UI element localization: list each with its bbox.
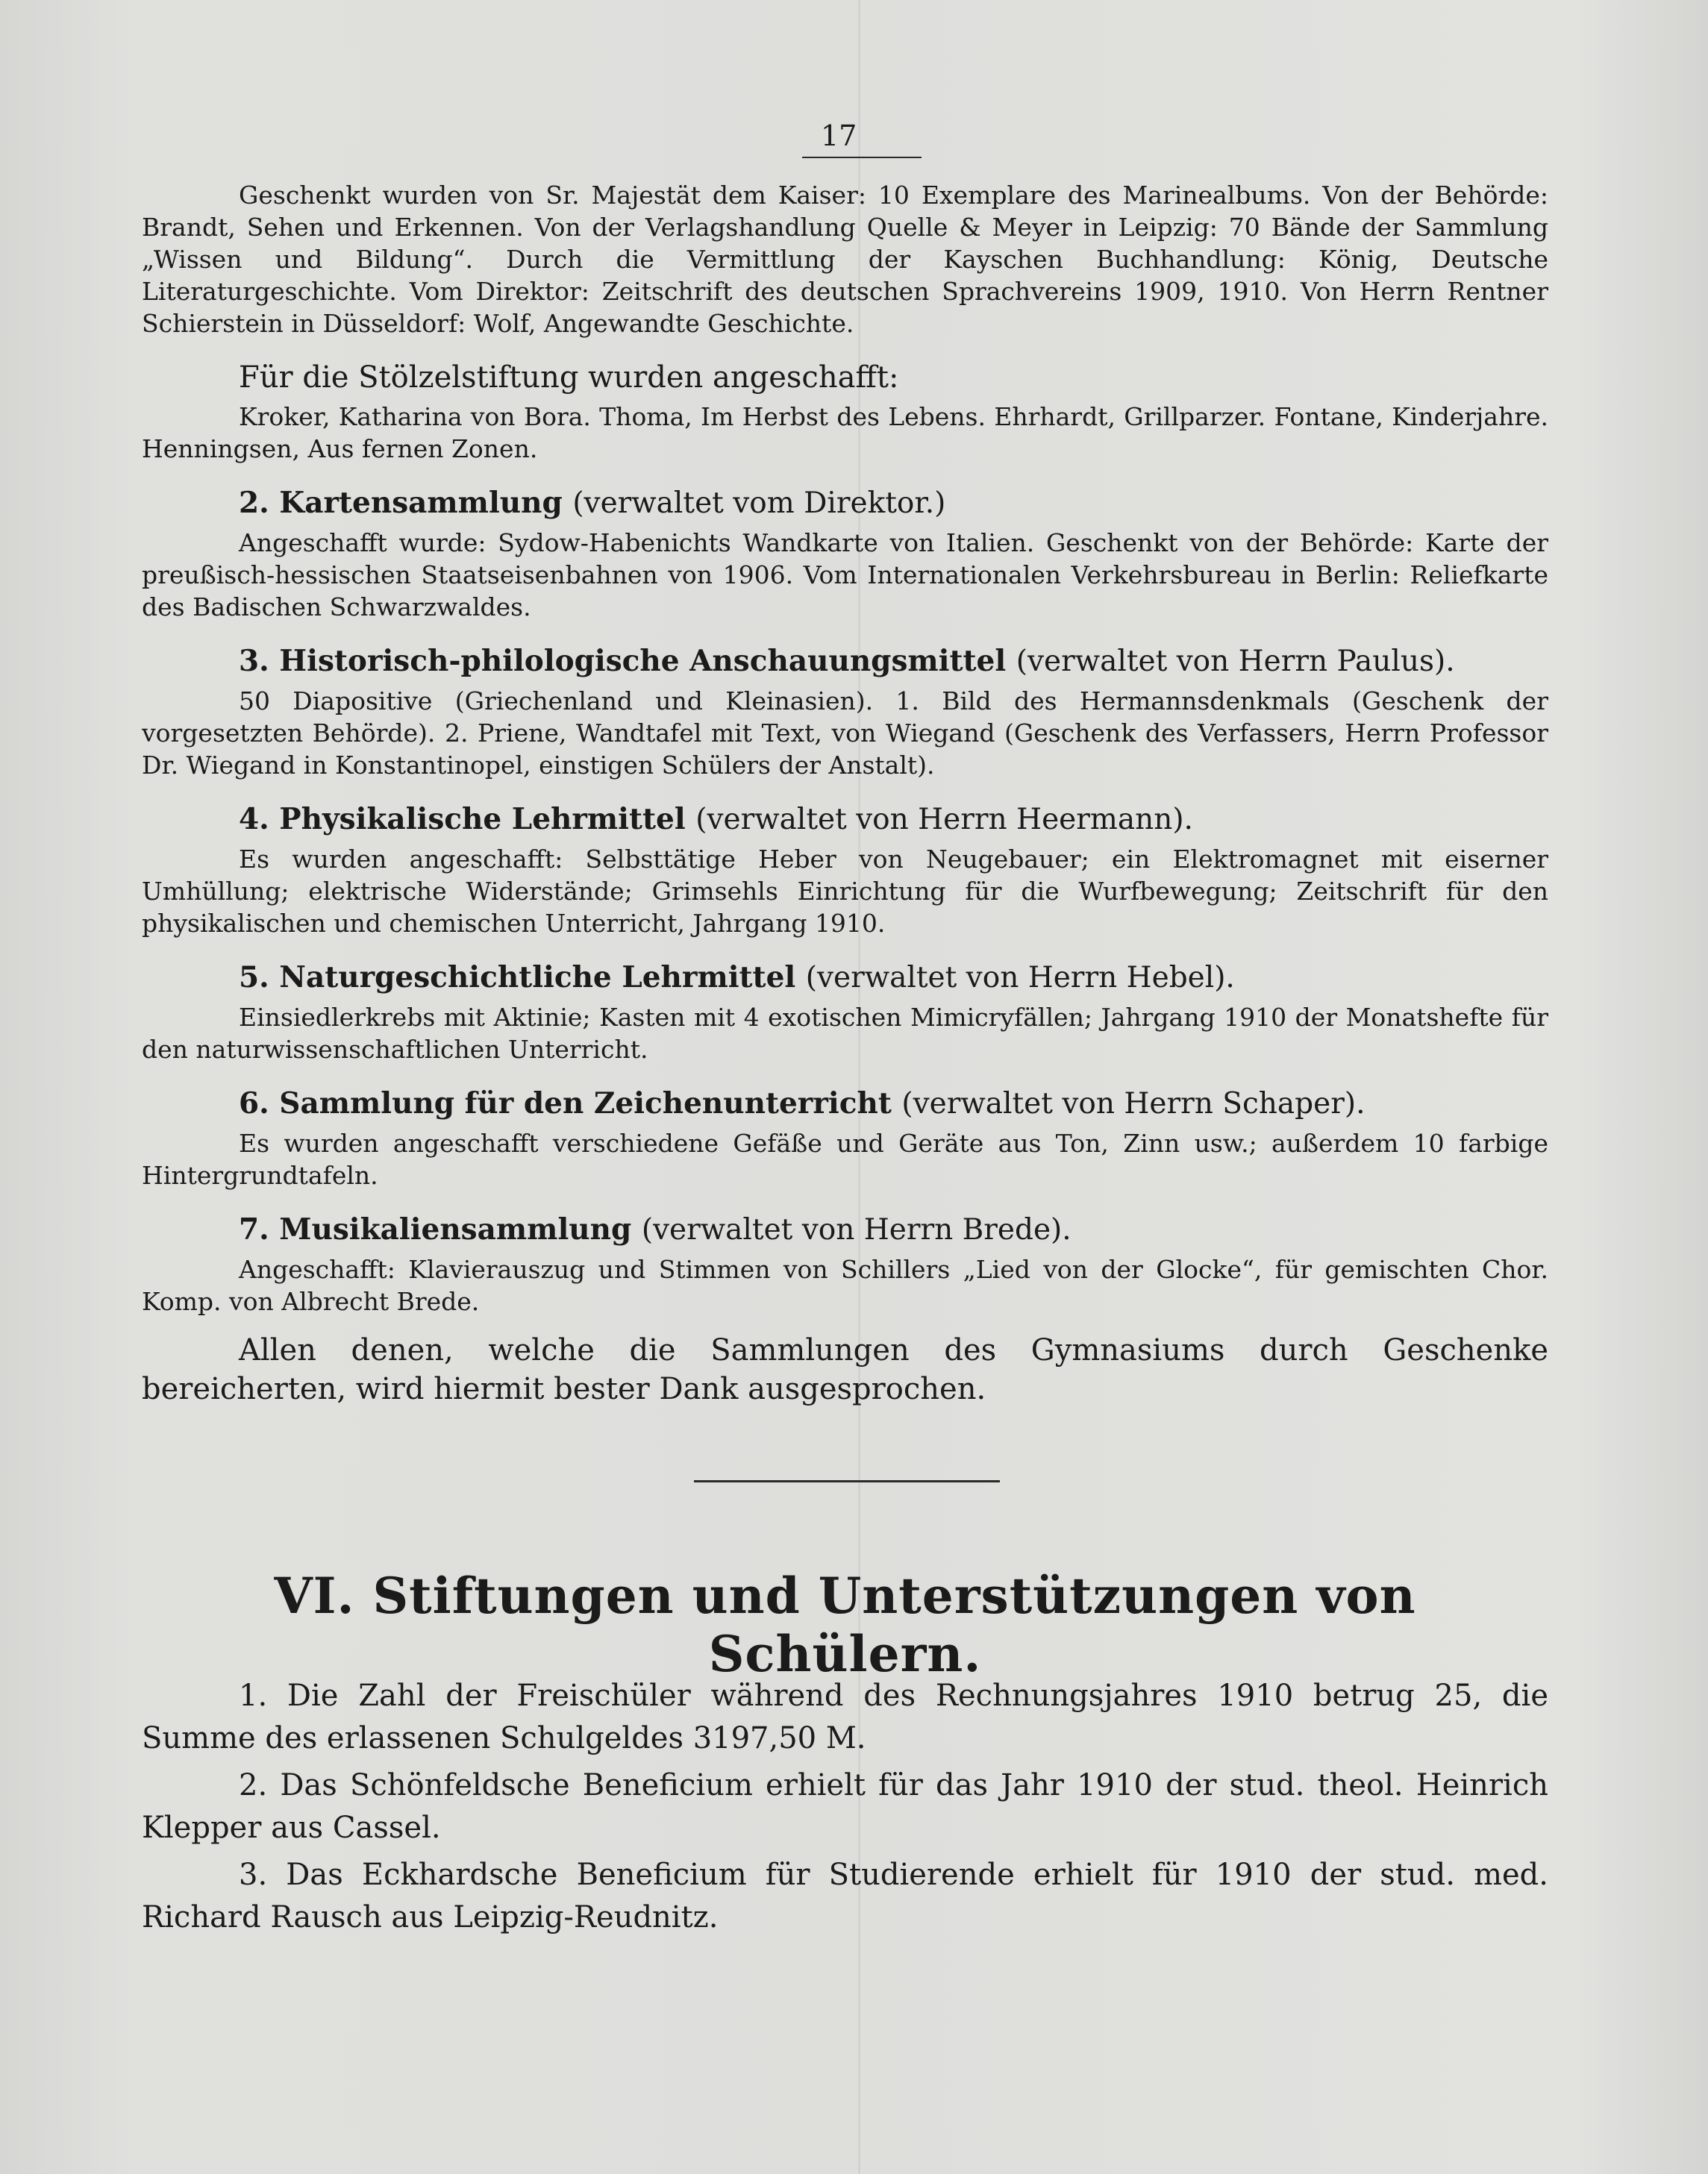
section-5-heading bbox=[142, 959, 1548, 997]
section-vi-item-1: 1. Die Zahl der Freischüler während des Rechnungsjahres 1910 betrug 25, die Summe des erlassenen Schulgeldes 3197,50 M. bbox=[142, 1679, 1548, 1755]
section-vi-item-3: 3. Das Eckhardsche Beneficium für Studierende erhielt für 1910 der stud. med. Richard Rausch aus Leipzig-Reudnitz. bbox=[142, 1858, 1548, 1935]
section-separator bbox=[694, 1480, 1000, 1482]
section-2-text: Angeschafft wurde: Sydow-Habenichts Wandkarte von Italien. Geschenkt von der Behörde: Karte der preußisch-hessischen Staatseisenbahnen von 1906. Vom Internationalen Verkehrsbureau in Berlin: Reliefkarte des Badischen Schwarzwaldes. bbox=[142, 528, 1548, 621]
section-4-text: Es wurden angeschafft: Selbsttätige Heber von Neugebauer; ein Elektromagnet mit eiserner Umhüllung; elektrische Widerstände; Grimsehls Einrichtung für die Wurfbewegung; Zeitschrift für den physikalischen und chemischen Unterricht, Jahrgang 1910. bbox=[142, 845, 1548, 938]
section-7-heading bbox=[142, 1211, 1548, 1249]
section-2-manager: (verwaltet vom Direktor.) bbox=[572, 486, 946, 520]
gifts-paragraph: Geschenkt wurden von Sr. Majestät dem Kaiser: 10 Exemplare des Marinealbums. Von der Behörde: Brandt, Sehen und Erkennen. Von der Verlagshandlung Quelle & Meyer in Leipzig: 70 Bände der Sammlung „Wissen und Bildung“. Durch die Vermittlung der Kayschen Buchhandlung: König, Deutsche Literaturgeschichte. Vom Direktor: Zeitschrift des deutschen Sprachvereins 1909, 1910. Von Herrn Rentner Schierstein in Düsseldorf: Wolf, Angewandte Geschichte. bbox=[142, 181, 1548, 338]
section-5-text: Einsiedlerkrebs mit Aktinie; Kasten mit 4 exotischen Mimicryfällen; Jahrgang 1910 der Monatshefte für den naturwissenschaftlichen Unterricht. bbox=[142, 1003, 1548, 1064]
section-4-manager: (verwaltet von Herrn Heermann). bbox=[695, 803, 1193, 836]
section-vi-body bbox=[142, 1675, 1548, 1943]
section-6-title: 6. Sammlung für den Zeichenunterricht bbox=[239, 1086, 892, 1121]
page-number-rule bbox=[802, 157, 922, 158]
section-7-manager: (verwaltet von Herrn Brede). bbox=[641, 1213, 1072, 1247]
main-content bbox=[142, 179, 1548, 1409]
section-vi-title: VI. Stiftungen und Unterstützungen von Schülern. bbox=[274, 1567, 1416, 1683]
section-4-title: 4. Physikalische Lehrmittel bbox=[239, 802, 686, 836]
section-7-title: 7. Musikaliensammlung bbox=[239, 1212, 632, 1247]
section-4-heading bbox=[142, 801, 1548, 839]
section-3-text: 50 Diapositive (Griechenland und Kleinasien). 1. Bild des Hermannsdenkmals (Geschenk der vorgesetzten Behörde). 2. Priene, Wandtafel mit Text, von Wiegand (Geschenk des Verfassers, Herrn Professor Dr. Wiegand in Konstantinopel, einstigen Schülers der Anstalt). bbox=[142, 686, 1548, 780]
stoelzel-heading: Für die Stölzelstiftung wurden angeschafft: bbox=[239, 360, 899, 395]
section-7-text: Angeschafft: Klavierauszug und Stimmen von Schillers „Lied von der Glocke“, für gemischten Chor. Komp. von Albrecht Brede. bbox=[142, 1255, 1548, 1316]
section-2-title: 2. Kartensammlung bbox=[239, 486, 563, 520]
section-5-manager: (verwaltet von Herrn Hebel). bbox=[805, 961, 1235, 994]
section-vi-item-2: 2. Das Schönfeldsche Beneficium erhielt für das Jahr 1910 der stud. theol. Heinrich Klepper aus Cassel. bbox=[142, 1768, 1548, 1845]
stoelzel-text: Kroker, Katharina von Bora. Thoma, Im Herbst des Lebens. Ehrhardt, Grillparzer. Fontane, Kinderjahre. Henningsen, Aus fernen Zonen. bbox=[142, 402, 1548, 463]
section-5-title: 5. Naturgeschichtliche Lehrmittel bbox=[239, 960, 796, 994]
section-3-title: 3. Historisch-philologische Anschauungsmittel bbox=[239, 644, 1007, 678]
closing-thanks: Allen denen, welche die Sammlungen des Gymnasiums durch Geschenke bereicherten, wird hiermit bester Dank ausgesprochen. bbox=[142, 1333, 1548, 1406]
section-3-manager: (verwaltet von Herrn Paulus). bbox=[1016, 645, 1455, 678]
section-6-text: Es wurden angeschafft verschiedene Gefäße und Geräte aus Ton, Zinn usw.; außerdem 10 farbige Hintergrundtafeln. bbox=[142, 1129, 1548, 1190]
page-number: 17 bbox=[821, 119, 857, 152]
section-2-heading bbox=[142, 484, 1548, 522]
section-6-manager: (verwaltet von Herrn Schaper). bbox=[901, 1087, 1366, 1121]
section-6-heading bbox=[142, 1085, 1548, 1123]
section-3-heading bbox=[142, 642, 1548, 680]
